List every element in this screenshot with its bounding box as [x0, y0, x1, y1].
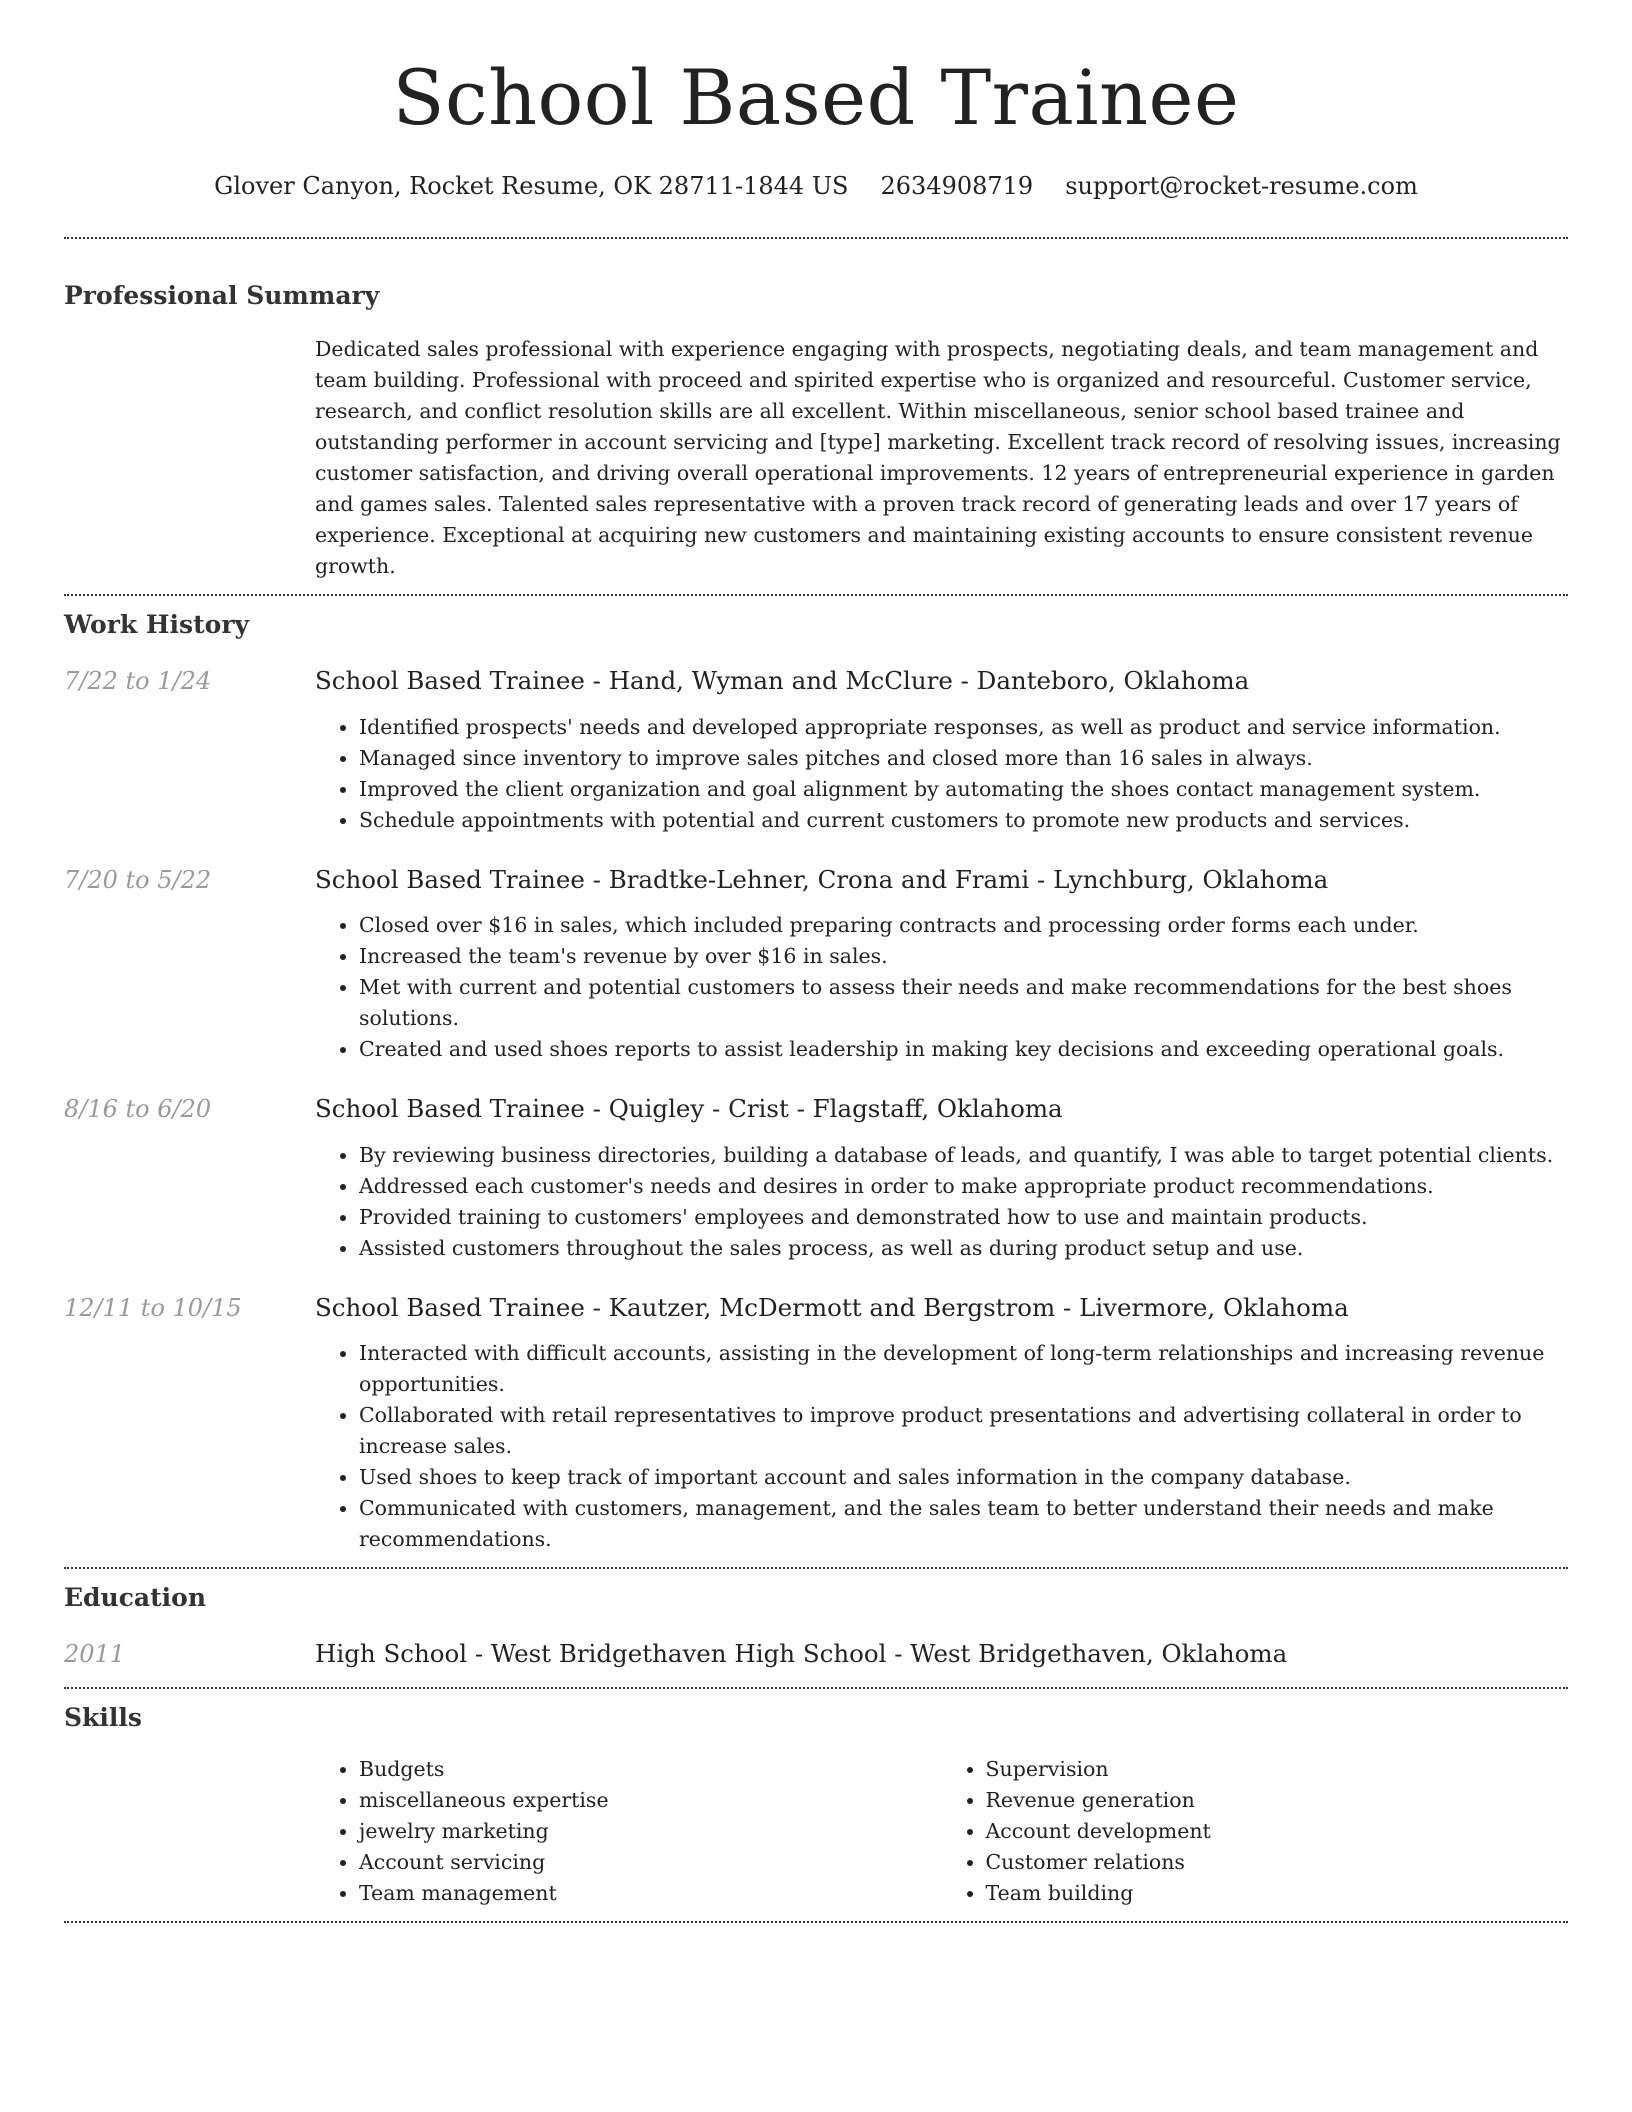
divider: [64, 237, 1568, 239]
job-entry: [64, 1292, 1568, 1556]
job-bullet: • By reviewing business directories, building a database of leads, and quantify, I was able to target potential clients.: [359, 1140, 1568, 1171]
education-section: [64, 1585, 1568, 1667]
section-title-summary: Professional Summary: [64, 281, 380, 310]
job-bullet: • Collaborated with retail representatives to improve product presentations and advertising collateral in order to increase sales.: [359, 1400, 1568, 1462]
job-bullet: • Created and used shoes reports to assist leadership in making key decisions and exceeding operational goals.: [359, 1034, 1568, 1065]
job-bullet: • Used shoes to keep track of important account and sales information in the company database.: [359, 1462, 1568, 1493]
skill-item: • jewelry marketing: [359, 1816, 942, 1847]
divider: [64, 1687, 1568, 1689]
job-bullets: [315, 712, 1568, 836]
skill-item: • miscellaneous expertise: [359, 1785, 942, 1816]
section-title-work-history: Work History: [64, 610, 250, 639]
job-bullet: • Improved the client organization and goal alignment by automating the shoes contact management system.: [359, 774, 1568, 805]
divider: [64, 594, 1568, 596]
skill-item: • Account servicing: [359, 1847, 942, 1878]
skill-item: • Account development: [986, 1816, 1569, 1847]
job-dates: 7/20 to 5/22: [64, 865, 212, 894]
education-body: [315, 1639, 1568, 1668]
job-heading: School Based Trainee - Hand, Wyman and McClure - Danteboro, Oklahoma: [315, 666, 1250, 695]
job-bullet: • Managed since inventory to improve sales pitches and closed more than 16 sales in always.: [359, 743, 1568, 774]
job-bullet: • Communicated with customers, management, and the sales team to better understand their needs and make recommendations.: [359, 1493, 1568, 1555]
work-history-section: [64, 612, 1568, 1555]
job-bullet: • Closed over $16 in sales, which included preparing contracts and processing order forms each under.: [359, 910, 1568, 941]
skills-list-left: [315, 1754, 942, 1909]
job-bullet: • Increased the team's revenue by over $16 in sales.: [359, 941, 1568, 972]
education-year: 2011: [64, 1640, 126, 1668]
job-body: [315, 864, 1568, 1066]
job-bullet: • Assisted customers throughout the sales process, as well as during product setup and use.: [359, 1233, 1568, 1264]
skill-item: • Team building: [986, 1878, 1569, 1909]
skills-section: [64, 1702, 1568, 1909]
job-bullet: • Schedule appointments with potential and current customers to promote new products and services.: [359, 805, 1568, 836]
contact-email: support@rocket-resume.com: [1065, 172, 1418, 200]
job-bullet: • Identified prospects' needs and developed appropriate responses, as well as product and service information.: [359, 712, 1568, 743]
education-heading: High School - West Bridgethaven High School - West Bridgethaven, Oklahoma: [315, 1639, 1288, 1668]
skills-columns: [315, 1754, 1568, 1909]
job-entry: [64, 864, 1568, 1066]
education-entry: [64, 1639, 1568, 1668]
job-bullet: • Provided training to customers' employees and demonstrated how to use and maintain products.: [359, 1202, 1568, 1233]
job-dates: 12/11 to 10/15: [64, 1293, 242, 1322]
job-body: [315, 1094, 1568, 1264]
job-dates: 8/16 to 6/20: [64, 1095, 212, 1123]
job-body: [315, 1292, 1568, 1556]
skill-item: • Budgets: [359, 1754, 942, 1785]
job-bullet: • Interacted with difficult accounts, assisting in the development of long-term relationships and increasing revenue opportunities.: [359, 1338, 1568, 1400]
job-heading: School Based Trainee - Kautzer, McDermott and Bergstrom - Livermore, Oklahoma: [315, 1292, 1349, 1322]
job-bullet: • Met with current and potential customers to assess their needs and make recommendations for the best shoes solutions.: [359, 972, 1568, 1034]
skills-list-right: [942, 1754, 1569, 1909]
divider: [64, 1921, 1568, 1923]
skill-item: • Supervision: [986, 1754, 1569, 1785]
skill-item: • Revenue generation: [986, 1785, 1569, 1816]
job-bullets: [315, 1338, 1568, 1555]
job-bullet: • Addressed each customer's needs and desires in order to make appropriate product recommendations.: [359, 1171, 1568, 1202]
job-entry: [64, 1094, 1568, 1264]
summary-section: [64, 283, 1568, 582]
job-dates: 7/22 to 1/24: [64, 667, 212, 695]
job-entry: [64, 666, 1568, 836]
section-title-education: Education: [64, 1583, 207, 1612]
skill-item: • Team management: [359, 1878, 942, 1909]
job-heading: School Based Trainee - Quigley - Crist - Flagstaff, Oklahoma: [315, 1094, 1063, 1123]
summary-text: Dedicated sales professional with experience engaging with prospects, negotiating deals, and team management and team building. Professional with proceed and spirited expertise who is organized and resourceful. Customer service, research, and conflict resolution skills are all excellent. Within miscellaneous, senior school based trainee and outstanding performer in account servicing and [type] marketing. Excellent track record of resolving issues, increasing customer satisfaction, and driving overall operational improvements. 12 years of entrepreneurial experience in garden and games sales. Talented sales representative with a proven track record of generating leads and over 17 years of experience. Exceptional at acquiring new customers and maintaining existing accounts to ensure consistent revenue growth.: [315, 337, 1561, 578]
job-body: [315, 666, 1568, 836]
contact-address: Glover Canyon, Rocket Resume, OK 28711-1844 US: [214, 172, 849, 200]
job-bullets: [315, 910, 1568, 1065]
contact-phone: 2634908719: [880, 172, 1034, 200]
skill-item: • Customer relations: [986, 1847, 1569, 1878]
job-heading: School Based Trainee - Bradtke-Lehner, Crona and Frami - Lynchburg, Oklahoma: [315, 864, 1329, 894]
job-bullets: [315, 1140, 1568, 1264]
resume-name: School Based Trainee: [392, 53, 1240, 142]
section-title-skills: Skills: [64, 1702, 142, 1732]
contact-line: [64, 174, 1568, 198]
divider: [64, 1567, 1568, 1569]
